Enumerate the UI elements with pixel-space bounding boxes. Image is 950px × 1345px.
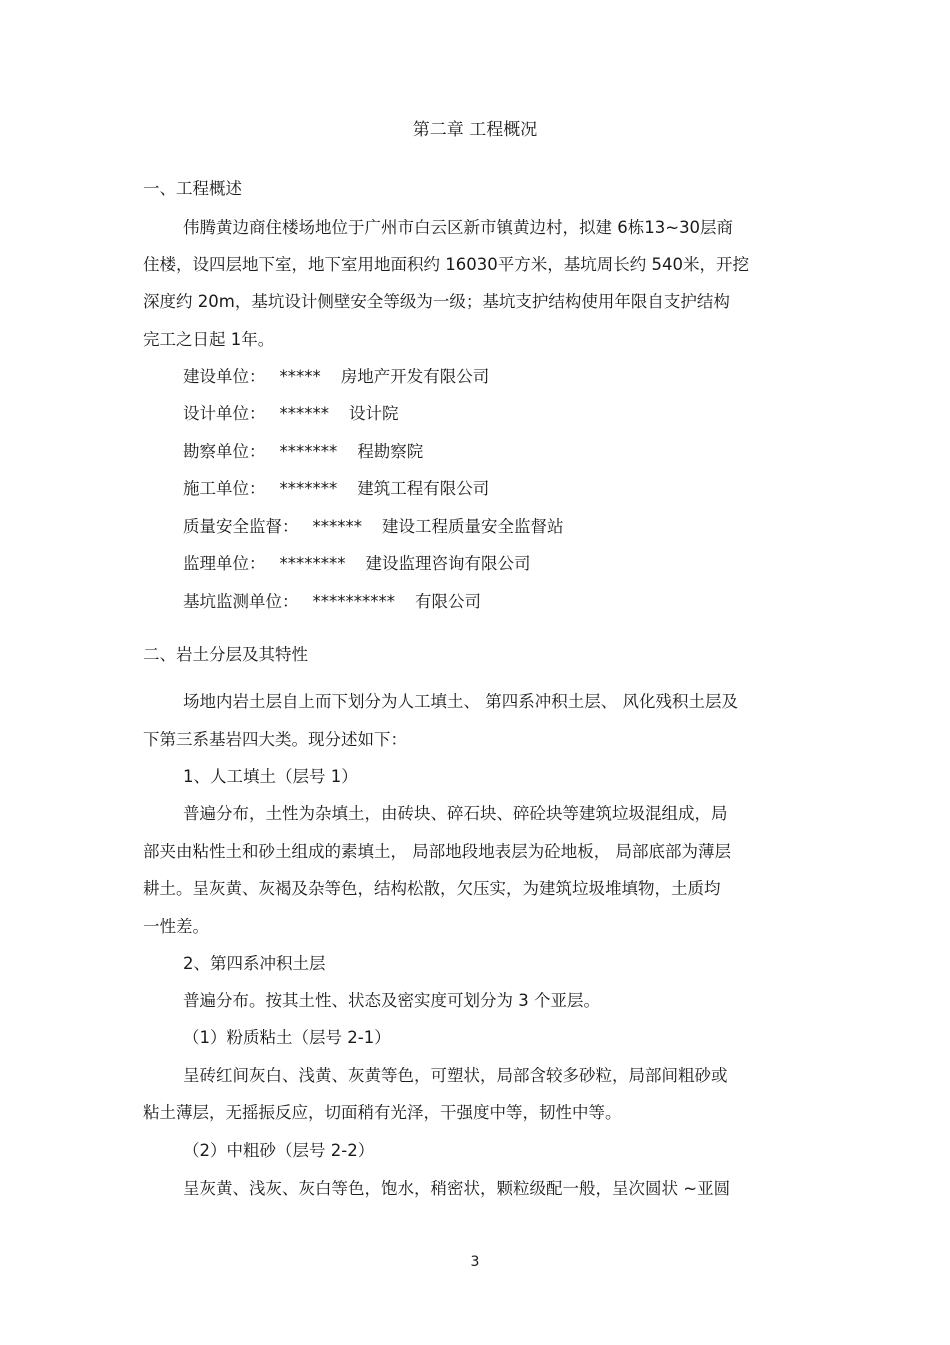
org-name: 设计院: [349, 404, 399, 423]
org-row-monitoring: [183, 591, 481, 613]
page-number: 3: [470, 1254, 480, 1270]
paragraph-line: 下第三系基岩四大类。现分述如下：: [143, 730, 407, 749]
org-stars: *****: [279, 367, 321, 386]
paragraph-line: 伟腾黄边商住楼场地位于广州市白云区新市镇黄边村，拟建 6栋13~30层商: [183, 218, 734, 237]
org-name: 建设工程质量安全监督站: [382, 517, 564, 536]
paragraph-line: 呈灰黄、浅灰、灰白等色，饱水，稍密状，颗粒级配一般，呈次圆状 ~亚圆: [183, 1179, 731, 1198]
subsection-title: （2）中粗砂（层号 2-2）: [183, 1141, 375, 1160]
org-row-supervisor: [183, 553, 531, 575]
org-label: 设计单位：: [183, 404, 266, 423]
org-label: 质量安全监督：: [183, 517, 299, 536]
org-stars: ******: [279, 404, 329, 423]
org-name: 程勘察院: [357, 442, 424, 461]
paragraph-line: 普遍分布。按其土性、状态及密实度可划分为 3 个亚层。: [183, 991, 600, 1010]
org-label: 基坑监测单位：: [183, 592, 299, 611]
org-stars: **********: [312, 592, 395, 611]
section-heading-overview: 一、工程概述: [143, 179, 242, 198]
org-row-survey: [183, 441, 423, 463]
paragraph-line: 深度约 20m，基坑设计侧壁安全等级为一级；基坑支护结构使用年限自支护结构: [143, 292, 730, 311]
org-label: 施工单位：: [183, 479, 266, 498]
paragraph-line: 粘土薄层，无摇振反应，切面稍有光泽，干强度中等，韧性中等。: [143, 1103, 622, 1122]
org-name: 建筑工程有限公司: [357, 479, 490, 498]
org-name: 建设监理咨询有限公司: [365, 554, 531, 573]
chapter-title: 第二章 工程概况: [412, 120, 538, 140]
org-stars: *******: [279, 479, 338, 498]
paragraph-line: 耕土。呈灰黄、灰褐及杂等色，结构松散，欠压实，为建筑垃圾堆填物，土质均: [143, 879, 721, 898]
org-row-supervision-safety: [183, 516, 564, 538]
paragraph-line: 场地内岩土层自上而下划分为人工填土、 第四系冲积土层、 风化残积土层及: [183, 692, 738, 711]
org-name: 房地产开发有限公司: [340, 367, 490, 386]
org-row-contractor: [183, 478, 489, 500]
section-heading-strata: 二、岩土分层及其特性: [143, 645, 308, 664]
org-row-design: [183, 403, 399, 425]
paragraph-line: 完工之日起 1年。: [143, 330, 275, 349]
subsection-title: 1、人工填土（层号 1）: [183, 767, 358, 786]
org-label: 监理单位：: [183, 554, 266, 573]
subsection-title: 2、第四系冲积土层: [183, 954, 326, 973]
org-label: 勘察单位：: [183, 442, 266, 461]
subsection-title: （1）粉质粘土（层号 2-1）: [183, 1028, 391, 1047]
paragraph-line: 呈砖红间灰白、浅黄、灰黄等色，可塑状，局部含较多砂粒，局部间粗砂或: [183, 1066, 728, 1085]
org-label: 建设单位：: [183, 367, 266, 386]
org-name: 有限公司: [415, 592, 481, 611]
paragraph-line: 部夹由粘性土和砂土组成的素填土， 局部地段地表层为砼地板， 局部底部为薄层: [143, 842, 731, 861]
org-stars: ******: [312, 517, 362, 536]
paragraph-line: 一性差。: [143, 917, 209, 936]
paragraph-line: 普遍分布，土性为杂填土，由砖块、碎石块、碎砼块等建筑垃圾混组成，局: [183, 804, 728, 823]
org-stars: *******: [279, 442, 338, 461]
paragraph-line: 住楼，设四层地下室，地下室用地面积约 16030平方米，基坑周长约 540米，开挖: [143, 255, 749, 274]
org-stars: ********: [279, 554, 346, 573]
org-row-construction: [183, 366, 489, 388]
